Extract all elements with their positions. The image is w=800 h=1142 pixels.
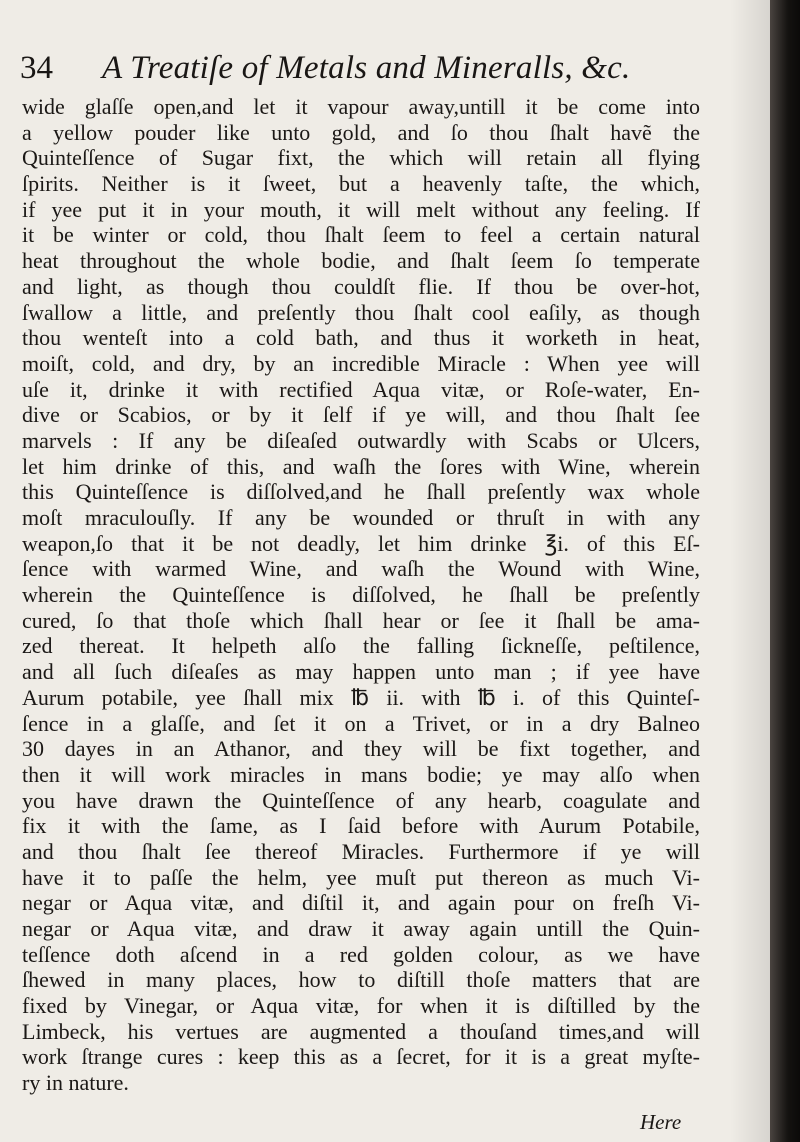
text-line: it be winter or cold, thou ſhalt ſeem to feel a certain natural bbox=[22, 222, 700, 248]
body-text bbox=[22, 94, 700, 1096]
text-line: zed thereat. It helpeth alſo the falling ſickneſſe, peſtilence, bbox=[22, 633, 700, 659]
text-line: ry in nature. bbox=[22, 1070, 129, 1096]
text-line: if yee put it in your mouth, it will melt without any feeling. If bbox=[22, 196, 700, 222]
text-line: cured, ſo that thoſe which ſhall hear or ſee it ſhall be ama- bbox=[22, 607, 700, 633]
text-line: ſpirits. Neither is it ſweet, but a heavenly taſte, the which, bbox=[22, 171, 700, 197]
text-line: weapon,ſo that it be not deadly, let him drinke ℥i. of this Eſ- bbox=[22, 530, 700, 556]
text-line: you have drawn the Quinteſſence of any hearb, coagulate and bbox=[22, 787, 700, 813]
text-line: let him drinke of this, and waſh the ſores with Wine, wherein bbox=[22, 453, 700, 479]
text-line: Aurum potabile, yee ſhall mix ℔ ii. with ℔ i. of this Quinteſ- bbox=[22, 684, 700, 710]
running-title: A Treatiſe of Metals and Mineralls, &c. bbox=[102, 50, 631, 86]
text-line: this Quinteſſence is diſſolved,and he ſhall preſently wax whole bbox=[22, 479, 700, 505]
text-line: then it will work miracles in mans bodie; ye may alſo when bbox=[22, 761, 700, 787]
text-line: fix it with the ſame, as I ſaid before with Aurum Potabile, bbox=[22, 813, 700, 839]
text-line: ſence with warmed Wine, and waſh the Wound with Wine, bbox=[22, 556, 700, 582]
page-number: 34 bbox=[20, 50, 53, 86]
text-line: a yellow pouder like unto gold, and ſo thou ſhalt havẽ the bbox=[22, 119, 700, 145]
text-line: heat throughout the whole bodie, and ſhalt ſeem ſo temperate bbox=[22, 248, 700, 274]
text-line: moiſt, cold, and dry, by an incredible Miracle : When yee will bbox=[22, 350, 700, 376]
text-line: dive or Scabios, or by it ſelf if ye will, and thou ſhalt ſee bbox=[22, 402, 700, 428]
text-line: 30 dayes in an Athanor, and they will be fixt together, and bbox=[22, 736, 700, 762]
book-binding-edge bbox=[770, 0, 800, 1142]
text-line: teſſence doth aſcend in a red golden colour, as we have bbox=[22, 941, 700, 967]
text-line: ſence in a glaſſe, and ſet it on a Trivet, or in a dry Balneo bbox=[22, 710, 700, 736]
text-line: and thou ſhalt ſee thereof Miracles. Furthermore if ye will bbox=[22, 838, 700, 864]
text-line: wherein the Quinteſſence is diſſolved, he ſhall be preſently bbox=[22, 582, 700, 608]
text-line: fixed by Vinegar, or Aqua vitæ, for when it is diſtilled by the bbox=[22, 993, 700, 1019]
text-line: wide glaſſe open,and let it vapour away,untill it be come into bbox=[22, 94, 700, 119]
text-line: negar or Aqua vitæ, and draw it away again untill the Quin- bbox=[22, 916, 700, 941]
text-line: ſwallow a little, and preſently thou ſhalt cool eaſily, as though bbox=[22, 299, 700, 325]
text-line: uſe it, drinke it with rectified Aqua vitæ, or Roſe-water, En- bbox=[22, 376, 700, 402]
page-header bbox=[20, 46, 710, 90]
text-line: have it to paſſe the helm, yee muſt put thereon as much Vi- bbox=[22, 864, 700, 890]
text-line: Limbeck, his vertues are augmented a thouſand times,and will bbox=[22, 1018, 700, 1044]
text-line: and all ſuch diſeaſes as may happen unto man ; if yee have bbox=[22, 659, 700, 685]
text-line: negar or Aqua vitæ, and diſtil it, and again pour on freſh Vi- bbox=[22, 890, 700, 916]
text-line: Quinteſſence of Sugar fixt, the which will retain all flying bbox=[22, 145, 700, 171]
text-line: thou wenteſt into a cold bath, and thus it worketh in heat, bbox=[22, 325, 700, 351]
text-line: and light, as though thou couldſt flie. If thou be over-hot, bbox=[22, 273, 700, 299]
text-line: ſhewed in many places, how to diſtill thoſe matters that are bbox=[22, 967, 700, 993]
text-line: work ſtrange cures : keep this as a ſecret, for it is a great myſte- bbox=[22, 1044, 700, 1070]
catchword: Here bbox=[640, 1110, 682, 1134]
text-line: moſt mraculouſly. If any be wounded or thruſt in with any bbox=[22, 505, 700, 530]
text-line: marvels : If any be diſeaſed outwardly with Scabs or Ulcers, bbox=[22, 427, 700, 453]
